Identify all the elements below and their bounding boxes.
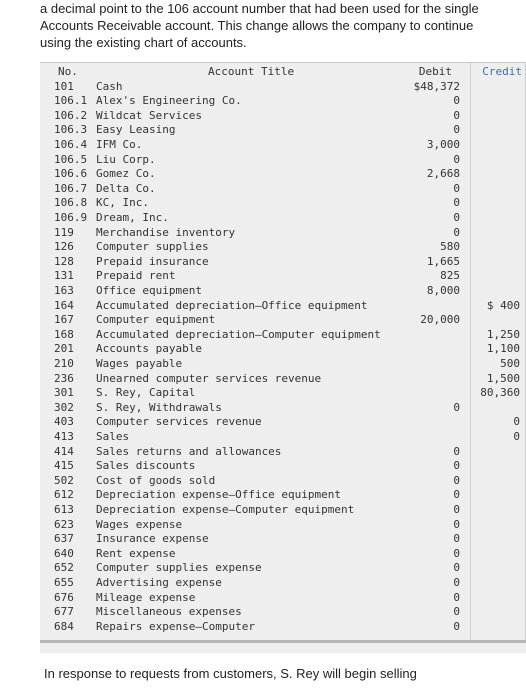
table-row: [40, 138, 526, 153]
account-number: 106.9: [54, 210, 88, 224]
account-number: 415: [54, 459, 74, 473]
header-no: No.: [58, 65, 78, 78]
account-number: 106.5: [54, 152, 88, 166]
account-title: Prepaid rent: [96, 269, 176, 283]
account-title: Sales returns and allowances: [96, 444, 282, 458]
table-row: [40, 313, 526, 328]
account-title: Rent expense: [96, 546, 176, 560]
account-title: Advertising expense: [96, 575, 222, 589]
table-row: [40, 561, 526, 576]
table-row: [40, 474, 526, 489]
table-row: [40, 182, 526, 197]
table-header: [40, 65, 526, 80]
intro-paragraph: a decimal point to the 106 account number that had been used for the single Accounts Receivable account. This change allows the company to continue using the existing chart of accounts.: [40, 1, 479, 50]
account-title: Computer services revenue: [96, 415, 262, 429]
table-row: [40, 167, 526, 182]
account-title: Mileage expense: [96, 590, 196, 604]
account-number: 403: [54, 415, 74, 429]
account-number: 168: [54, 327, 74, 341]
table-row: [40, 605, 526, 620]
account-number: 623: [54, 517, 74, 531]
table-row: [40, 620, 526, 635]
debit-amount: 0: [453, 473, 460, 487]
account-title: Computer equipment: [96, 313, 216, 327]
table-row: [40, 123, 526, 138]
account-number: 413: [54, 429, 74, 443]
debit-amount: 0: [453, 517, 460, 531]
table-row: [40, 415, 526, 430]
debit-amount: 0: [453, 444, 460, 458]
credit-amount: $ 400: [486, 298, 520, 312]
debit-amount: 0: [453, 123, 460, 137]
account-title: Sales discounts: [96, 459, 196, 473]
account-title: KC, Inc.: [96, 196, 149, 210]
account-title: Repairs expense—Computer: [96, 619, 255, 633]
table-row: [40, 386, 526, 401]
table-row: [40, 255, 526, 270]
account-number: 652: [54, 561, 74, 575]
account-title: Office equipment: [96, 283, 202, 297]
account-number: 502: [54, 473, 74, 487]
debit-amount: 0: [453, 152, 460, 166]
table-row: [40, 576, 526, 591]
account-number: 106.2: [54, 108, 88, 122]
credit-amount: 1,500: [486, 371, 520, 385]
account-title: Insurance expense: [96, 532, 209, 546]
account-title: Wages expense: [96, 517, 183, 531]
account-title: Wages payable: [96, 356, 183, 370]
debit-amount: 8,000: [426, 283, 460, 297]
table-row: [40, 357, 526, 372]
account-number: 201: [54, 342, 74, 356]
debit-amount: $48,372: [413, 79, 460, 93]
account-number: 236: [54, 371, 74, 385]
table-row: [40, 284, 526, 299]
account-number: 106.8: [54, 196, 88, 210]
debit-amount: 0: [453, 575, 460, 589]
account-title: Liu Corp.: [96, 152, 156, 166]
debit-amount: 0: [453, 502, 460, 516]
debit-amount: 0: [453, 619, 460, 633]
account-title: S. Rey, Capital: [96, 386, 196, 400]
table-row: [40, 591, 526, 606]
account-title: Unearned computer services revenue: [96, 371, 322, 385]
table-row: [40, 211, 526, 226]
table-row: [40, 342, 526, 357]
account-title: Accounts payable: [96, 342, 202, 356]
debit-amount: 3,000: [426, 137, 460, 151]
table-row: [40, 80, 526, 95]
account-number: 302: [54, 400, 74, 414]
debit-amount: 0: [453, 181, 460, 195]
account-number: 210: [54, 356, 74, 370]
account-title: Accumulated depreciation—Office equipment: [96, 298, 368, 312]
account-title: Computer supplies expense: [96, 561, 262, 575]
table-row: [40, 445, 526, 460]
account-number: 676: [54, 590, 74, 604]
account-number: 613: [54, 502, 74, 516]
header-credit: Credit: [482, 65, 522, 78]
debit-amount: 1,665: [426, 254, 460, 268]
debit-amount: 0: [453, 459, 460, 473]
table-bottom-rule: [40, 640, 526, 643]
table-row: [40, 459, 526, 474]
credit-amount: 1,100: [486, 342, 520, 356]
account-number: 106.7: [54, 181, 88, 195]
column-divider-debit: [470, 62, 471, 640]
account-title: Wildcat Services: [96, 108, 202, 122]
table-row: [40, 532, 526, 547]
table-row: [40, 488, 526, 503]
account-number: 301: [54, 386, 74, 400]
debit-amount: 0: [453, 546, 460, 560]
account-title: Prepaid insurance: [96, 254, 209, 268]
table-row: [40, 269, 526, 284]
debit-amount: 0: [453, 400, 460, 414]
credit-amount: 500: [500, 356, 520, 370]
table-row: [40, 372, 526, 387]
debit-amount: 825: [440, 269, 460, 283]
account-title: Miscellaneous expenses: [96, 605, 242, 619]
debit-amount: 0: [453, 94, 460, 108]
table-row: [40, 401, 526, 416]
account-title: S. Rey, Withdrawals: [96, 400, 222, 414]
debit-amount: 580: [440, 240, 460, 254]
account-number: 637: [54, 532, 74, 546]
account-title: IFM Co.: [96, 137, 143, 151]
account-number: 106.4: [54, 137, 88, 151]
account-number: 167: [54, 313, 74, 327]
outro-paragraph: In response to requests from customers, S. Rey will begin selling: [44, 666, 417, 681]
table-row: [40, 240, 526, 255]
chart-of-accounts-panel: [40, 62, 526, 653]
account-number: 128: [54, 254, 74, 268]
account-number: 655: [54, 575, 74, 589]
account-number: 106.1: [54, 94, 88, 108]
credit-amount: 80,360: [480, 386, 520, 400]
header-account-title: Account Title: [208, 65, 295, 78]
account-title: Gomez Co.: [96, 167, 156, 181]
account-number: 101: [54, 79, 74, 93]
account-number: 106.3: [54, 123, 88, 137]
account-title: Dream, Inc.: [96, 210, 169, 224]
debit-amount: 0: [453, 108, 460, 122]
debit-amount: 0: [453, 605, 460, 619]
account-number: 677: [54, 605, 74, 619]
table-row: [40, 94, 526, 109]
debit-amount: 0: [453, 488, 460, 502]
account-number: 106.6: [54, 167, 88, 181]
debit-amount: 0: [453, 225, 460, 239]
debit-amount: 20,000: [420, 313, 460, 327]
account-title: Merchandise inventory: [96, 225, 236, 239]
table-row: [40, 328, 526, 343]
debit-amount: 2,668: [426, 167, 460, 181]
account-title: Easy Leasing: [96, 123, 176, 137]
account-title: Alex's Engineering Co.: [96, 94, 242, 108]
account-title: Accumulated depreciation—Computer equipment: [96, 327, 381, 341]
account-title: Depreciation expense—Computer equipment: [96, 502, 355, 516]
debit-amount: 0: [453, 532, 460, 546]
account-title: Cash: [96, 79, 123, 93]
table-row: [40, 430, 526, 445]
credit-amount: 0: [513, 429, 520, 443]
debit-amount: 0: [453, 210, 460, 224]
table-row: [40, 109, 526, 124]
account-number: 126: [54, 240, 74, 254]
account-number: 640: [54, 546, 74, 560]
table-row: [40, 518, 526, 533]
table-row: [40, 503, 526, 518]
account-number: 163: [54, 283, 74, 297]
account-title: Cost of goods sold: [96, 473, 216, 487]
table-row: [40, 226, 526, 241]
account-number: 612: [54, 488, 74, 502]
table-row: [40, 299, 526, 314]
account-number: 684: [54, 619, 74, 633]
table-row: [40, 196, 526, 211]
header-debit: Debit: [418, 65, 452, 78]
debit-amount: 0: [453, 561, 460, 575]
account-title: Depreciation expense—Office equipment: [96, 488, 342, 502]
table-row: [40, 547, 526, 562]
account-number: 164: [54, 298, 74, 312]
account-number: 119: [54, 225, 74, 239]
account-number: 414: [54, 444, 74, 458]
debit-amount: 0: [453, 590, 460, 604]
account-title: Sales: [96, 429, 130, 443]
debit-amount: 0: [453, 196, 460, 210]
table-row: [40, 153, 526, 168]
credit-amount: 0: [513, 415, 520, 429]
credit-amount: 1,250: [486, 327, 520, 341]
account-title: Delta Co.: [96, 181, 156, 195]
account-number: 131: [54, 269, 74, 283]
account-title: Computer supplies: [96, 240, 209, 254]
